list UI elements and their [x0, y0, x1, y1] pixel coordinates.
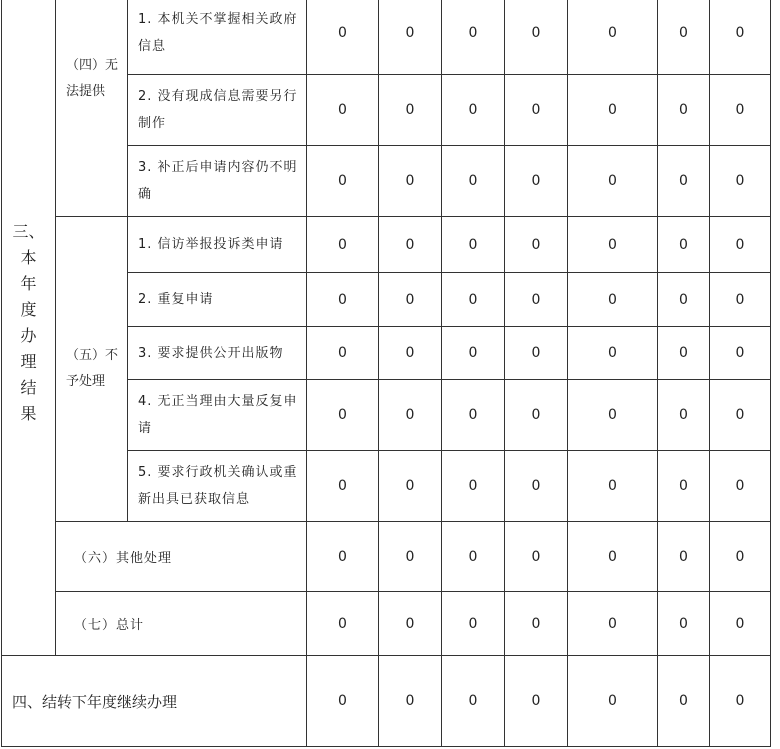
table-row [2, 217, 771, 273]
cell-value: 0 [307, 146, 379, 217]
cell-value: 0 [710, 451, 771, 522]
cell-value: 0 [568, 380, 658, 451]
cell-value: 0 [442, 217, 505, 273]
row-label: 3. 补正后申请内容仍不明确 [128, 146, 307, 217]
cell-value: 0 [505, 217, 568, 273]
group4-label: （四）无法提供 [56, 0, 128, 217]
cell-value: 0 [505, 451, 568, 522]
cell-value: 0 [505, 522, 568, 592]
cell-value: 0 [658, 75, 710, 146]
group5-label: （五）不予处理 [56, 217, 128, 522]
cell-value: 0 [658, 592, 710, 656]
cell-value: 0 [379, 0, 442, 75]
cell-value: 0 [379, 327, 442, 380]
row-label: 3. 要求提供公开出版物 [128, 327, 307, 380]
row-label: （六）其他处理 [56, 522, 307, 592]
cell-value: 0 [442, 146, 505, 217]
cell-value: 0 [710, 0, 771, 75]
cell-value: 0 [568, 273, 658, 327]
cell-value: 0 [307, 273, 379, 327]
cell-value: 0 [442, 656, 505, 747]
cell-value: 0 [505, 75, 568, 146]
section4-label: 四、结转下年度继续办理 [2, 656, 307, 747]
cell-value: 0 [710, 592, 771, 656]
cell-value: 0 [442, 522, 505, 592]
disclosure-stats-table [1, 0, 771, 747]
cell-value: 0 [505, 327, 568, 380]
cell-value: 0 [710, 75, 771, 146]
cell-value: 0 [307, 451, 379, 522]
cell-value: 0 [710, 522, 771, 592]
cell-value: 0 [710, 380, 771, 451]
table-row [2, 522, 771, 592]
cell-value: 0 [442, 0, 505, 75]
cell-value: 0 [710, 327, 771, 380]
cell-value: 0 [379, 146, 442, 217]
cell-value: 0 [568, 592, 658, 656]
cell-value: 0 [379, 75, 442, 146]
cell-value: 0 [307, 327, 379, 380]
cell-value: 0 [307, 75, 379, 146]
cell-value: 0 [307, 522, 379, 592]
cell-value: 0 [307, 217, 379, 273]
cell-value: 0 [379, 592, 442, 656]
row-label: 2. 重复申请 [128, 273, 307, 327]
cell-value: 0 [710, 273, 771, 327]
cell-value: 0 [505, 592, 568, 656]
row-label: 2. 没有现成信息需要另行制作 [128, 75, 307, 146]
cell-value: 0 [568, 451, 658, 522]
cell-value: 0 [379, 451, 442, 522]
row-label: （七）总计 [56, 592, 307, 656]
table-row [2, 656, 771, 747]
cell-value: 0 [442, 273, 505, 327]
table-row [2, 592, 771, 656]
cell-value: 0 [379, 217, 442, 273]
cell-value: 0 [307, 656, 379, 747]
cell-value: 0 [307, 592, 379, 656]
cell-value: 0 [568, 75, 658, 146]
cell-value: 0 [568, 327, 658, 380]
cell-value: 0 [442, 592, 505, 656]
cell-value: 0 [505, 656, 568, 747]
cell-value: 0 [379, 273, 442, 327]
cell-value: 0 [442, 380, 505, 451]
cell-value: 0 [568, 0, 658, 75]
cell-value: 0 [658, 380, 710, 451]
row-label: 4. 无正当理由大量反复申请 [128, 380, 307, 451]
cell-value: 0 [658, 0, 710, 75]
cell-value: 0 [658, 656, 710, 747]
cell-value: 0 [442, 75, 505, 146]
cell-value: 0 [307, 380, 379, 451]
cell-value: 0 [379, 380, 442, 451]
cell-value: 0 [307, 0, 379, 75]
cell-value: 0 [658, 522, 710, 592]
table-row [2, 0, 771, 75]
cell-value: 0 [568, 217, 658, 273]
section3-label: 三、 本 年 度 办 理 结 果 [2, 0, 56, 656]
cell-value: 0 [442, 451, 505, 522]
cell-value: 0 [505, 380, 568, 451]
cell-value: 0 [568, 656, 658, 747]
cell-value: 0 [710, 146, 771, 217]
cell-value: 0 [658, 273, 710, 327]
cell-value: 0 [442, 327, 505, 380]
cell-value: 0 [505, 0, 568, 75]
cell-value: 0 [658, 217, 710, 273]
cell-value: 0 [379, 656, 442, 747]
row-label: 1. 本机关不掌握相关政府信息 [128, 0, 307, 75]
cell-value: 0 [710, 656, 771, 747]
cell-value: 0 [568, 522, 658, 592]
row-label: 5. 要求行政机关确认或重新出具已获取信息 [128, 451, 307, 522]
cell-value: 0 [505, 273, 568, 327]
row-label: 1. 信访举报投诉类申请 [128, 217, 307, 273]
cell-value: 0 [658, 451, 710, 522]
cell-value: 0 [658, 327, 710, 380]
cell-value: 0 [658, 146, 710, 217]
cell-value: 0 [568, 146, 658, 217]
cell-value: 0 [505, 146, 568, 217]
cell-value: 0 [710, 217, 771, 273]
cell-value: 0 [379, 522, 442, 592]
